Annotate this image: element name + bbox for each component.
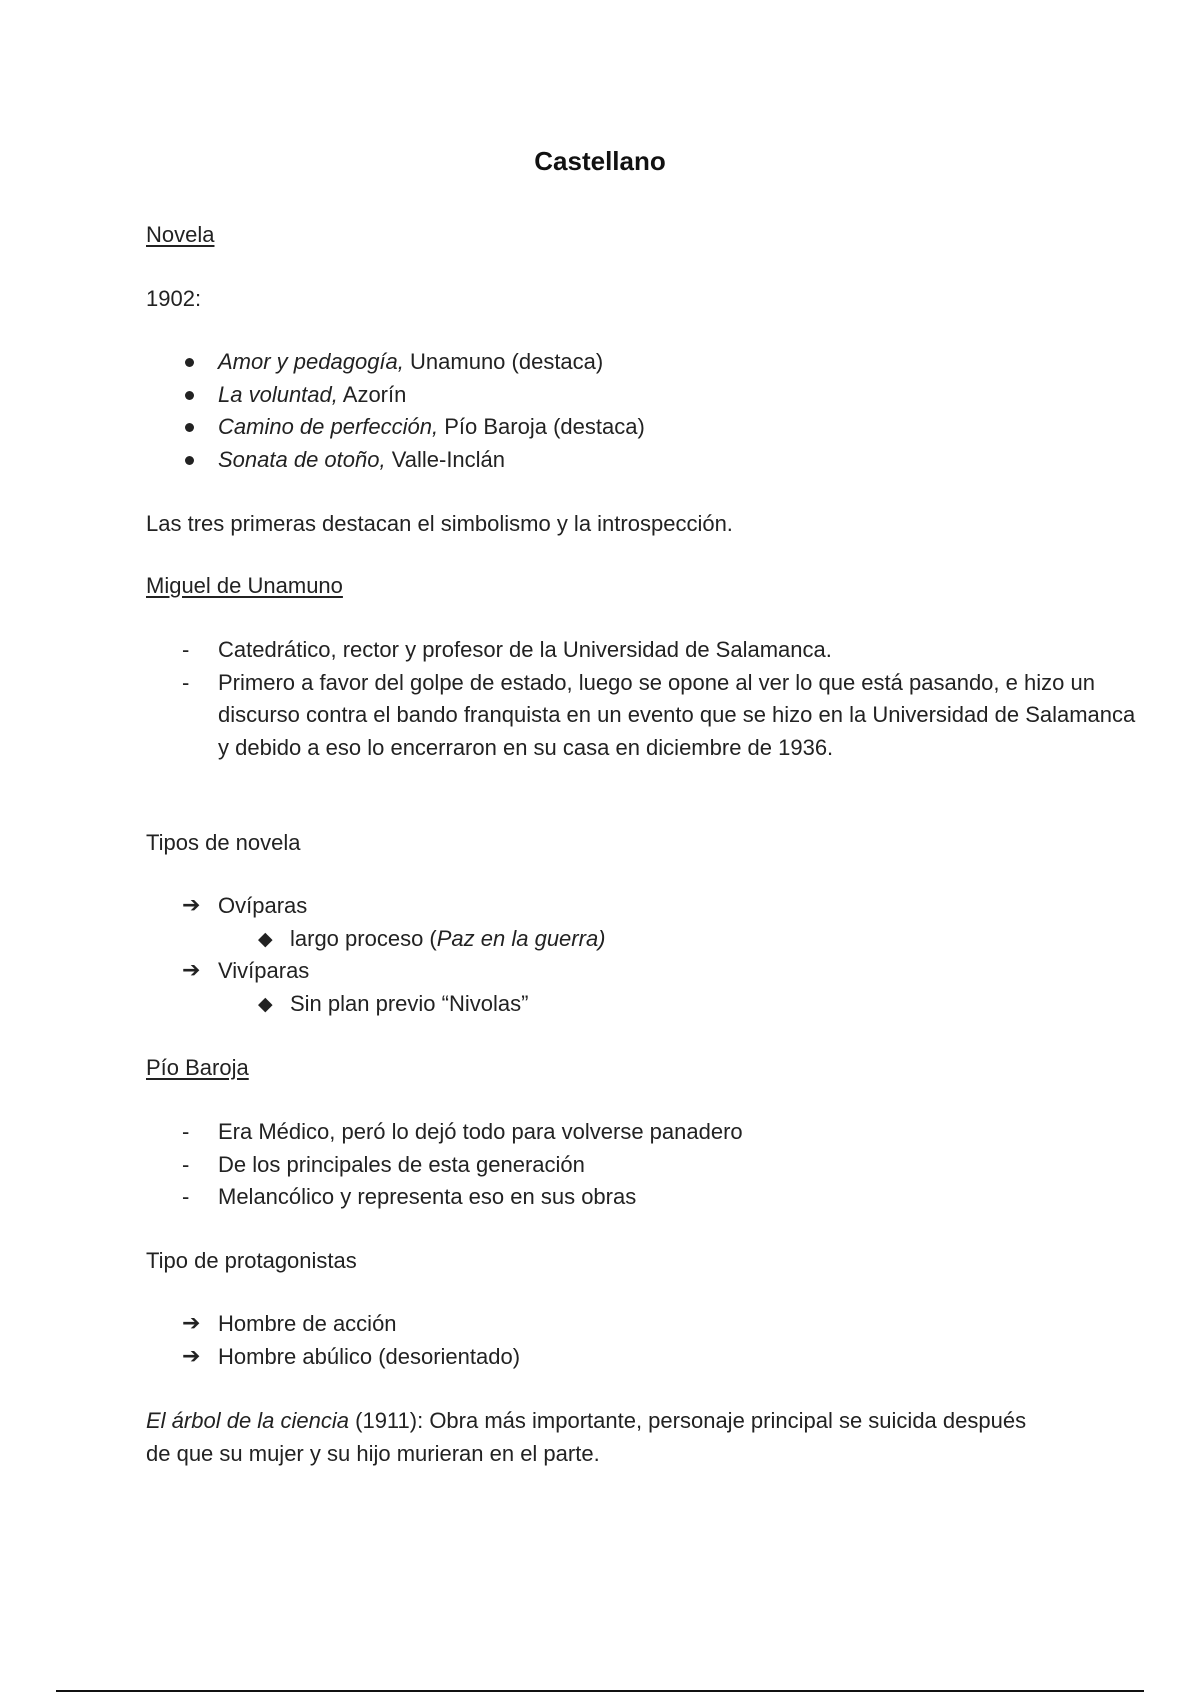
list-item — [146, 634, 1138, 667]
work-title: La voluntad, — [218, 381, 338, 407]
point-text: De los principales de esta generación — [218, 1151, 585, 1177]
point-text: Era Médico, peró lo dejó todo para volverse panadero — [218, 1119, 743, 1144]
year-label: 1902: — [146, 286, 202, 311]
dash-marker: - — [182, 637, 190, 662]
dash-marker: - — [182, 669, 190, 695]
tipo-label: Vivíparas — [218, 958, 310, 983]
work-author: Valle-Inclán — [385, 446, 506, 472]
arbol-title: El árbol de la ciencia — [146, 1408, 350, 1433]
unamuno-points — [146, 634, 1138, 764]
work-title: Camino de perfección, — [218, 414, 439, 439]
work-author: Azorín — [337, 381, 407, 407]
list-item — [146, 411, 645, 444]
tipo-detail-title: Paz en la guerra) — [436, 925, 606, 951]
list-item — [146, 890, 606, 923]
tipo-label: Ovíparas — [218, 893, 308, 918]
diamond-icon: ◆ — [258, 992, 273, 1015]
protagonistas-heading: Tipo de protagonistas — [146, 1248, 357, 1273]
list-item — [146, 955, 606, 988]
protagonistas-list — [146, 1308, 520, 1373]
point-text: Catedrático, rector y profesor de la Universidad de Salamanca. — [218, 637, 832, 662]
bottom-divider — [56, 1690, 1144, 1692]
list-item — [146, 1308, 520, 1341]
arrow-right-icon: ➔ — [182, 1311, 201, 1336]
works-list — [146, 346, 645, 476]
work-title: Amor y pedagogía, — [218, 349, 404, 374]
work-title: Sonata de otoño, — [218, 446, 386, 472]
section-heading-unamuno: Miguel de Unamuno — [146, 573, 343, 598]
protagonista-label: Hombre abúlico (desorientado) — [218, 1343, 521, 1369]
sub-list-item — [146, 988, 606, 1021]
tipos-heading: Tipos de novela — [146, 830, 301, 855]
work-author: Pío Baroja (destaca) — [438, 414, 645, 439]
list-item — [146, 667, 1138, 765]
list-item — [146, 1181, 743, 1214]
point-text: Melancólico y representa eso en sus obras — [218, 1184, 637, 1209]
dash-marker: - — [182, 1184, 190, 1209]
protagonista-label: Hombre de acción — [218, 1311, 397, 1336]
dash-marker: - — [182, 1119, 190, 1144]
point-text: Primero a favor del golpe de estado, luego se opone al ver lo que está pasando, e hizo un discurso contra el bando franquista en un evento que se hizo en la Universidad de Salamanca y debido a eso lo encerraron en su casa en diciembre de 1936. — [218, 669, 1136, 760]
list-item — [146, 444, 645, 477]
section-heading-novela: Novela — [146, 222, 215, 247]
page-title: Castellano — [534, 146, 666, 176]
tipo-detail: largo proceso ( — [290, 925, 437, 951]
tipo-detail: Sin plan previo “Nivolas” — [290, 990, 529, 1016]
arbol-text: (1911): Obra más importante, personaje principal se suicida después de que su mujer y su hijo murieran en el parte. — [146, 1408, 1027, 1466]
tipos-list — [146, 890, 606, 1020]
work-author: Unamuno (destaca) — [403, 349, 604, 374]
baroja-points — [146, 1116, 743, 1214]
dash-marker: - — [182, 1151, 190, 1177]
list-item — [146, 1149, 743, 1182]
novela-note: Las tres primeras destacan el simbolismo y la introspección. — [146, 511, 733, 536]
arbol-paragraph — [146, 1405, 1046, 1470]
list-item — [146, 346, 645, 379]
arrow-right-icon: ➔ — [182, 958, 201, 983]
arrow-right-icon: ➔ — [182, 1343, 201, 1369]
diamond-icon: ◆ — [258, 927, 273, 950]
sub-list-item — [146, 923, 606, 956]
list-item — [146, 379, 645, 412]
section-heading-baroja: Pío Baroja — [146, 1055, 249, 1080]
arrow-right-icon: ➔ — [182, 893, 201, 918]
list-item — [146, 1341, 520, 1374]
list-item — [146, 1116, 743, 1149]
